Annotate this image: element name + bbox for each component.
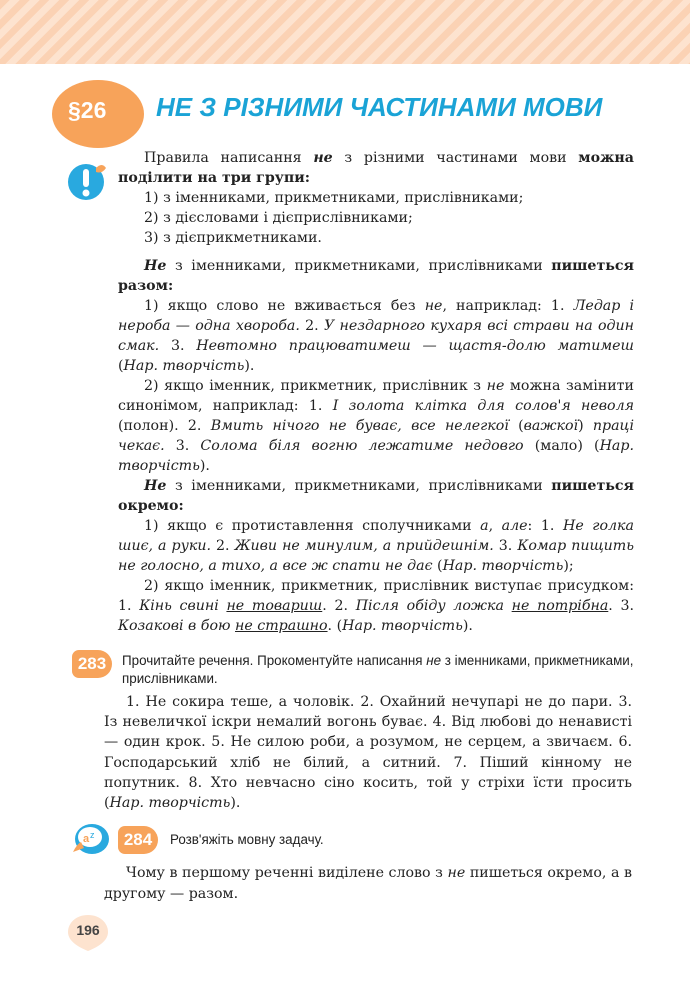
task-283-instruction: Прочитайте речення. Прокоментуйте написання не з іменниками, прикметниками, прислівниками. (122, 653, 634, 686)
apart-case-2: 2) якщо іменник, прикметник, прислівник виступає присудком: 1. Кінь свині не товариш. 2. Після обіду ложка не потрібна. 3. Козакові в бою не страшно. (Нар. творчість). (118, 578, 635, 634)
page-number: 196 (66, 913, 110, 953)
rule-group-1: 1) з іменниками, прикметниками, прислівниками; (144, 190, 524, 206)
task-284-question: Чому в першому реченні виділене слово з не пишеться окремо, а в другому — разом. (104, 865, 632, 902)
rule-group-2: 2) з дієсловами і дієприслівниками; (144, 210, 413, 226)
task-284-instruction: Розв'яжіть мовну задачу. (170, 832, 324, 847)
apart-case-1: 1) якщо є протиставлення сполучниками а, але: 1. Не голка шиє, а руки. 2. Живи не минулим, а прийдешнім. 3. Комар пищить не голосно, а тихо, а все ж спати не дає (Нар. творчість); (118, 518, 634, 574)
svg-text:a: a (83, 833, 90, 845)
language-task-icon (68, 822, 110, 860)
rule-intro: Правила написання не з різними частинами мови можна поділити на три групи: (118, 150, 634, 186)
rule-group-3: 3) з дієприкметниками. (144, 230, 322, 246)
task-283-badge: 283 (72, 650, 112, 678)
apart-heading: Не з іменниками, прикметниками, прислівниками пишеться окремо: (118, 478, 634, 514)
section-badge (52, 80, 144, 148)
page-title: НЕ З РІЗНИМИ ЧАСТИНАМИ МОВИ (156, 92, 603, 122)
decorative-top-band (0, 0, 690, 64)
rule-block (118, 148, 634, 636)
together-case-2: 2) якщо іменник, прикметник, прислівник з не можна замінити синонімом, наприклад: 1. І золота клітка для солов'я неволя (полон). 2. Вмить нічого не буває, все нелегкої (важкої) праці чекає. 3. Солома біля вогню лежатиме недовго (мало) (Нар. творчість). (118, 378, 635, 474)
task-283-sentences: 1. Не сокира теше, а чоловік. 2. Охайний нечупарі не до пари. 3. Із невеличкої іскри немалий вогонь буває. 4. Від любові до ненависті — один крок. 5. Не силою роби, а розумом, не серцем, а звичаєм. 6. Господарський хліб не білий, а ситний. 7. Піший кінному не попутник. 8. Хто невчасно сіно косить, той у стріхи їсти просить (Нар. творчість). (104, 694, 632, 812)
svg-text:z: z (90, 830, 95, 840)
section-number: §26 (68, 97, 107, 123)
task-284-badge: 284 (118, 826, 158, 854)
together-heading: Не з іменниками, прикметниками, прислівниками пишеться разом: (118, 258, 634, 294)
together-case-1: 1) якщо слово не вживається без не, наприклад: 1. Ледар і нероба — одна хвороба. 2. У нездарного кухаря всі страви на один смак. 3. Невтомно працюватимеш — щастя-долю матимеш (Нар. творчість). (118, 298, 634, 374)
attention-icon (66, 160, 110, 204)
